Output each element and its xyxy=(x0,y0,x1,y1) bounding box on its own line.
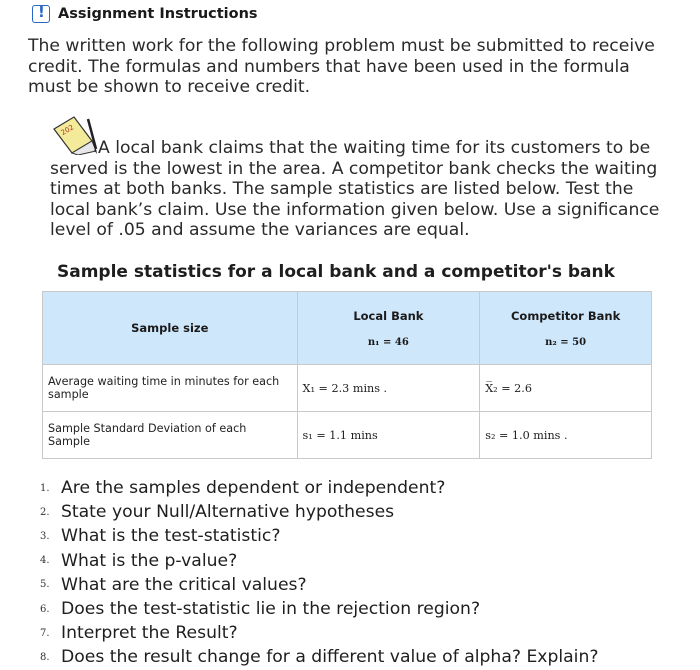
local-average: X₁ = 2.3 mins . xyxy=(297,365,480,412)
header-n2: n₂ = 50 xyxy=(545,336,587,348)
row-label-average: Average waiting time in minutes for each sample xyxy=(43,365,298,412)
list-item xyxy=(40,549,598,573)
question-number: 7. xyxy=(40,627,50,639)
sample-statistics-table xyxy=(42,291,652,459)
header-label: Local Bank xyxy=(353,308,424,323)
list-item xyxy=(40,573,598,597)
question-number: 4. xyxy=(40,555,50,567)
assignment-header xyxy=(32,4,258,24)
svg-text:202: 202 xyxy=(59,123,76,137)
question-number: 5. xyxy=(40,579,50,591)
question-number: 3. xyxy=(40,530,50,542)
question-number: 2. xyxy=(40,506,50,518)
list-item xyxy=(40,621,598,645)
list-item xyxy=(40,597,598,621)
list-item xyxy=(40,645,598,669)
question-text: What is the p-value? xyxy=(61,550,238,571)
question-number: 8. xyxy=(40,651,50,663)
table-row xyxy=(43,412,652,459)
problem-statement: A local bank claims that the waiting time for its customers to be served is the lowest in the area. A competitor bank checks the waiting times at both banks. The sample statistics are listed below. Test the local bank’s claim. Use the information given below. Use a significance level of .05 and assume the variances are equal. xyxy=(50,138,660,240)
intro-text: The written work for the following problem must be submitted to receive credit. The formulas and numbers that have been used in the formula must be shown to receive credit. xyxy=(28,36,655,97)
list-item xyxy=(40,524,598,548)
header-title: Assignment Instructions xyxy=(58,6,258,22)
question-number: 6. xyxy=(40,603,50,615)
local-stddev: s₁ = 1.1 mins xyxy=(297,412,480,459)
competitor-average: X̅₂ = 2.6 xyxy=(480,365,652,412)
table-row xyxy=(43,365,652,412)
question-text: Does the result change for a different value of alpha? Explain? xyxy=(61,647,599,668)
header-n1: n₁ = 46 xyxy=(367,336,409,348)
header-sample-size xyxy=(43,292,298,365)
question-number: 1. xyxy=(40,482,50,494)
list-item xyxy=(40,476,598,500)
question-text: Interpret the Result? xyxy=(61,623,238,644)
table-header-row xyxy=(43,292,652,365)
list-item xyxy=(40,500,598,524)
competitor-stddev: s₂ = 1.0 mins . xyxy=(480,412,652,459)
question-text: Are the samples dependent or independent? xyxy=(61,478,446,499)
question-list xyxy=(40,476,598,670)
question-text: Does the test-statistic lie in the rejection region? xyxy=(61,599,481,620)
header-competitor-bank xyxy=(480,292,652,365)
header-label: Competitor Bank xyxy=(510,308,621,323)
assignment-alert-icon: ! xyxy=(32,5,50,23)
question-text: What is the test-statistic? xyxy=(61,526,281,547)
question-text: State your Null/Alternative hypotheses xyxy=(61,502,395,523)
question-text: What are the critical values? xyxy=(61,574,307,595)
row-label-stddev: Sample Standard Deviation of each Sample xyxy=(43,412,298,459)
header-local-bank xyxy=(297,292,480,365)
header-label: Sample size xyxy=(131,321,209,335)
table-title: Sample statistics for a local bank and a competitor's bank xyxy=(57,262,615,282)
